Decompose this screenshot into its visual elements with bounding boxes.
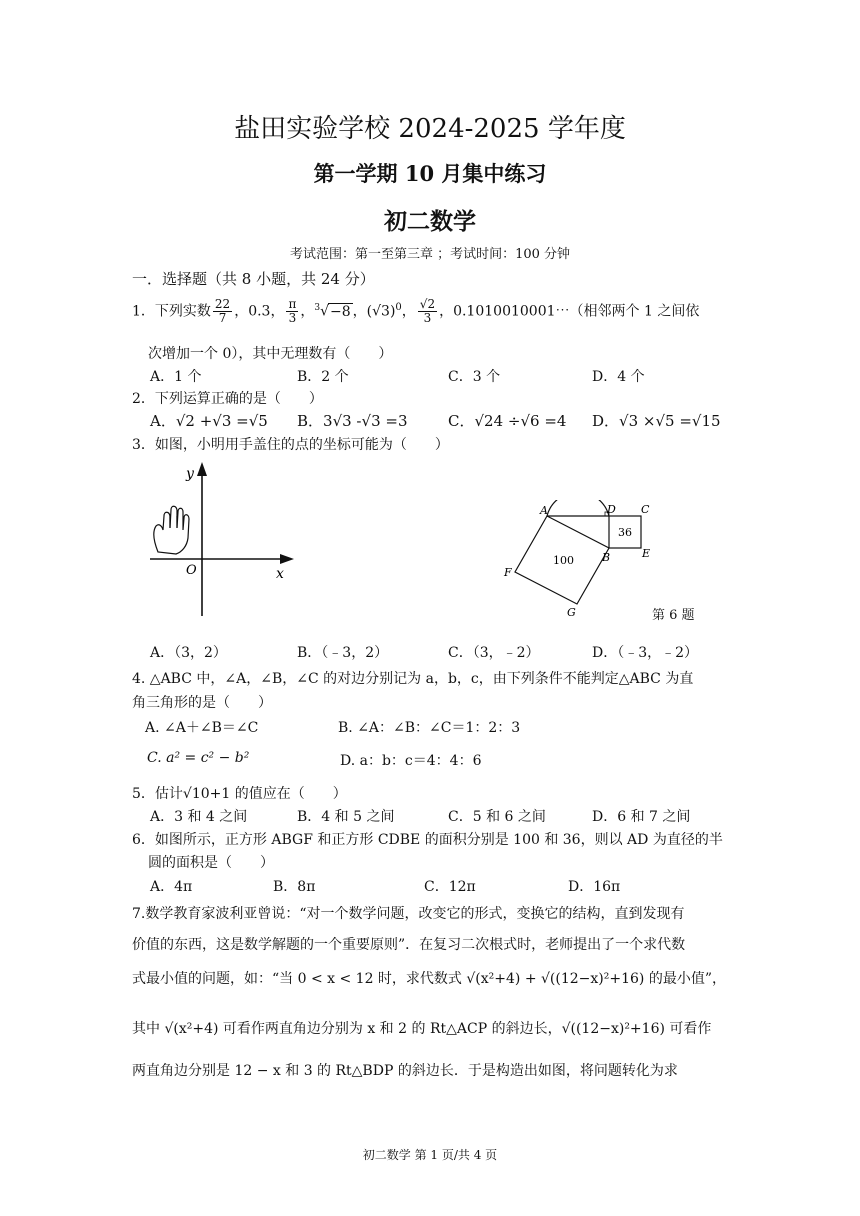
- subject-title: 初二数学: [384, 208, 476, 235]
- hand-icon: [154, 506, 189, 554]
- q7-line1: 7.数学教育家波利亚曾说：“对一个数学问题，改变它的形式，变换它的结构，直到发现有: [132, 906, 685, 922]
- q1-option-b: B．2 个: [297, 369, 349, 385]
- y-axis-label: y: [186, 466, 194, 482]
- q2-stem: 2．下列运算正确的是（ ）: [132, 391, 323, 407]
- q3-option-a: A．（3，2）: [150, 645, 227, 661]
- q1-cbrt-body: −8: [330, 303, 351, 320]
- q3-option-b: B．（﹣3，2）: [297, 645, 389, 661]
- q4-option-a: A. ∠A＋∠B＝∠C: [145, 720, 259, 736]
- area-36-label: 36: [618, 526, 632, 539]
- q5-stem: 5．估计√10+1 的值应在（ ）: [132, 786, 347, 802]
- q1-line1: 1．下列实数 $\frac{22}{7}$ ，0.3， $\frac{\pi}{3}$ ，$^3$√−8 ，$(√3)^0$， $\frac{√2}{3}$ ，0.1010010001⋯（相邻两个 1 之间依: [132, 297, 700, 325]
- q7-line5: 两直角边分别是 12 − x 和 3 的 Rt△BDP 的斜边长．于是构造出如图，将问题转化为求: [132, 1063, 678, 1079]
- q1-frac2: $\frac{\pi}{3}$: [288, 297, 297, 325]
- q1-cbrt-index: 3: [314, 302, 321, 313]
- q1-frac3: $\frac{√2}{3}$: [419, 297, 436, 325]
- section-heading: 一．选择题（共 8 小题，共 24 分）: [132, 270, 375, 288]
- q7-line2: 价值的东西，这是数学解题的一个重要原则”．在复习二次根式时，老师提出了一个求代数: [132, 937, 686, 953]
- q4-option-d: D. a：b：c＝4：4：6: [340, 753, 482, 769]
- q7-line4: 其中 √(x²+4) 可看作两直角边分别为 x 和 2 的 Rt△ACP 的斜边长，√((12−x)²+16) 可看作: [132, 1021, 712, 1037]
- q5-option-b: B．4 和 5 之间: [297, 809, 395, 825]
- q6-option-d: D．16π: [568, 879, 621, 895]
- exam-info: 考试范围：第一至第三章 ；考试时间：100 分钟: [289, 247, 571, 262]
- q6-line2: 圆的面积是（ ）: [148, 855, 274, 871]
- q1-prefix: 1．下列实数: [132, 303, 211, 320]
- q6-option-a: A．4π: [150, 879, 193, 895]
- q1-option-c: C．3 个: [448, 369, 501, 385]
- point-g-label: G: [567, 606, 576, 619]
- area-100-label: 100: [553, 554, 574, 567]
- q5-option-d: D．6 和 7 之间: [592, 809, 691, 825]
- point-c-label: C: [641, 503, 650, 516]
- q5-option-c: C．5 和 6 之间: [448, 809, 546, 825]
- point-a-label: A: [540, 504, 548, 517]
- q3-option-c: C．（3，﹣2）: [448, 645, 540, 661]
- q6-line1: 6．如图所示，正方形 ABGF 和正方形 CDBE 的面积分别是 100 和 36，则以 AD 为直径的半: [132, 832, 723, 848]
- q1-line2: 次增加一个 0），其中无理数有（ ）: [148, 346, 393, 362]
- q6-option-b: B．8π: [273, 879, 316, 895]
- point-b-label: B: [602, 551, 611, 564]
- x-axis-label: x: [276, 566, 284, 582]
- q4-line2: 角三角形的是（ ）: [132, 695, 272, 711]
- school-title: 盐田实验学校 2024-2025 学年度: [234, 114, 626, 144]
- q3-option-d: D．（﹣3，﹣2）: [592, 645, 699, 661]
- q5-option-a: A．3 和 4 之间: [150, 809, 248, 825]
- q2-option-c: C．√24 ÷√6 =4: [448, 412, 567, 430]
- q7-line3: 式最小值的问题，如：“当 0 < x < 12 时，求代数式 √(x²+4) + √((12−x)²+16) 的最小值”，: [132, 971, 726, 987]
- point-f-label: F: [504, 566, 512, 579]
- q1-pow-body: (√3): [366, 303, 396, 320]
- q2-option-b: B．3√3 -√3 =3: [297, 412, 408, 430]
- figure-coordinate-hand: [140, 456, 300, 622]
- q6-option-c: C．12π: [424, 879, 476, 895]
- q1-option-a: A．1 个: [150, 369, 202, 385]
- q3-stem: 3．如图，小明用手盖住的点的坐标可能为（ ）: [132, 437, 449, 453]
- origin-label: O: [186, 563, 197, 578]
- q2-option-a: A．√2 +√3 =√5: [150, 412, 268, 430]
- q4-line1: 4. △ABC 中，∠A，∠B，∠C 的对边分别记为 a，b，c，由下列条件不能判定△ABC 为直: [132, 671, 694, 687]
- page-footer: 初二数学 第 1 页/共 4 页: [362, 1148, 498, 1162]
- point-d-label: D: [607, 503, 616, 516]
- q4-option-c: C. a² = c² − b²: [147, 750, 250, 766]
- fig6-caption: 第 6 题: [652, 608, 695, 623]
- term-title: 第一学期 10 月集中练习: [313, 161, 547, 186]
- q1-option-d: D．4 个: [592, 369, 645, 385]
- point-e-label: E: [642, 547, 651, 560]
- q4-option-b: B. ∠A：∠B：∠C＝1：2：3: [338, 720, 521, 736]
- q1-frac1: $\frac{22}{7}$: [214, 297, 231, 325]
- q2-option-d: D．√3 ×√5 =√15: [592, 412, 721, 430]
- q1-pow-exp: 0: [395, 301, 402, 313]
